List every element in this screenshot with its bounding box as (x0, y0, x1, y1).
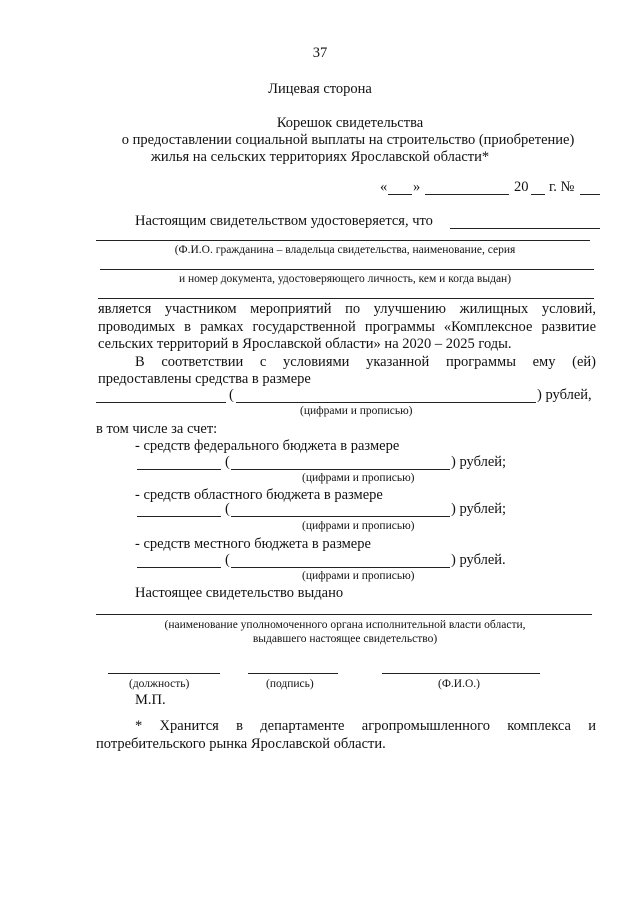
provision-line-2: предоставлены средства в размере (98, 371, 311, 387)
participant-line-1: является участником мероприятий по улучшению жилищных условий, (98, 301, 596, 317)
citizen-field-line-2[interactable] (100, 269, 594, 270)
total-amount-digits-field[interactable] (96, 402, 226, 403)
regional-rubles: ) рублей; (451, 501, 507, 517)
side-label: Лицевая сторона (268, 81, 372, 97)
caption-position: (должность) (129, 678, 190, 690)
certify-text: Настоящим свидетельством удостоверяется, что (135, 213, 433, 229)
name-field[interactable] (382, 673, 540, 674)
total-amount-words-field[interactable] (236, 402, 536, 403)
title-line-2: о предоставлении социальной выплаты на строительство (приобретение) (121, 132, 575, 148)
footnote-line-1: * Хранится в департаменте агропромышленного комплекса и (135, 718, 596, 734)
open-quote: « (380, 179, 388, 195)
caption-citizen-1: (Ф.И.О. гражданина – владельца свидетельства, наименование, серия (174, 244, 516, 256)
regional-digits-field[interactable] (137, 516, 221, 517)
federal-paren-open: ( (225, 454, 230, 470)
regional-paren-open: ( (225, 501, 230, 517)
caption-authority-1: (наименование уполномоченного органа исполнительной власти области, (164, 619, 526, 631)
citizen-field-line-3[interactable] (98, 298, 594, 299)
footnote-line-2: потребительского рынка Ярославской области. (96, 736, 386, 752)
number-field[interactable] (580, 194, 600, 195)
federal-digits-field[interactable] (137, 469, 221, 470)
local-words-field[interactable] (231, 567, 450, 568)
day-field[interactable] (388, 194, 412, 195)
regional-text: - средств областного бюджета в размере (135, 487, 383, 503)
year-field[interactable] (531, 194, 545, 195)
title-line-3: жилья на сельских территориях Ярославской области* (150, 149, 490, 165)
federal-text: - средств федерального бюджета в размере (135, 438, 400, 454)
signature-field[interactable] (248, 673, 338, 674)
participant-line-2: проводимых в рамках государственной программы «Комплексное развитие (98, 319, 596, 335)
caption-amount-local: (цифрами и прописью) (302, 570, 415, 582)
citizen-field-line-1[interactable] (96, 240, 590, 241)
caption-amount-federal: (цифрами и прописью) (302, 472, 415, 484)
federal-rubles: ) рублей; (451, 454, 507, 470)
local-digits-field[interactable] (137, 567, 221, 568)
citizen-field-inline[interactable] (450, 228, 600, 229)
caption-signature: (подпись) (266, 678, 314, 690)
stamp-label: М.П. (135, 692, 166, 708)
authority-field[interactable] (96, 614, 592, 615)
issued-text: Настоящее свидетельство выдано (135, 585, 344, 601)
including-text: в том числе за счет: (96, 421, 218, 437)
regional-words-field[interactable] (231, 516, 450, 517)
provision-line-1: В соответствии с условиями указанной программы ему (ей) (135, 354, 596, 370)
caption-name: (Ф.И.О.) (438, 678, 480, 690)
local-paren-open: ( (225, 552, 230, 568)
month-field[interactable] (425, 194, 509, 195)
total-rubles: ) рублей, (537, 387, 592, 403)
local-text: - средств местного бюджета в размере (135, 536, 371, 552)
local-rubles: ) рублей. (451, 552, 506, 568)
participant-line-3: сельских территорий в Ярославской области» на 2020 – 2025 годы. (98, 336, 512, 352)
federal-words-field[interactable] (231, 469, 450, 470)
close-quote: » (413, 179, 421, 195)
caption-authority-2: выдавшего настоящее свидетельство) (252, 633, 438, 645)
position-field[interactable] (108, 673, 220, 674)
year-prefix: 20 (514, 179, 529, 195)
title-line-1: Корешок свидетельства (276, 115, 424, 131)
total-paren-open: ( (229, 387, 234, 403)
caption-citizen-2: и номер документа, удостоверяющего личность, кем и когда выдан) (178, 273, 512, 285)
caption-amount-regional: (цифрами и прописью) (302, 520, 415, 532)
year-suffix: г. № (549, 179, 575, 195)
caption-amount-total: (цифрами и прописью) (300, 405, 413, 417)
page-number: 37 (312, 45, 328, 61)
